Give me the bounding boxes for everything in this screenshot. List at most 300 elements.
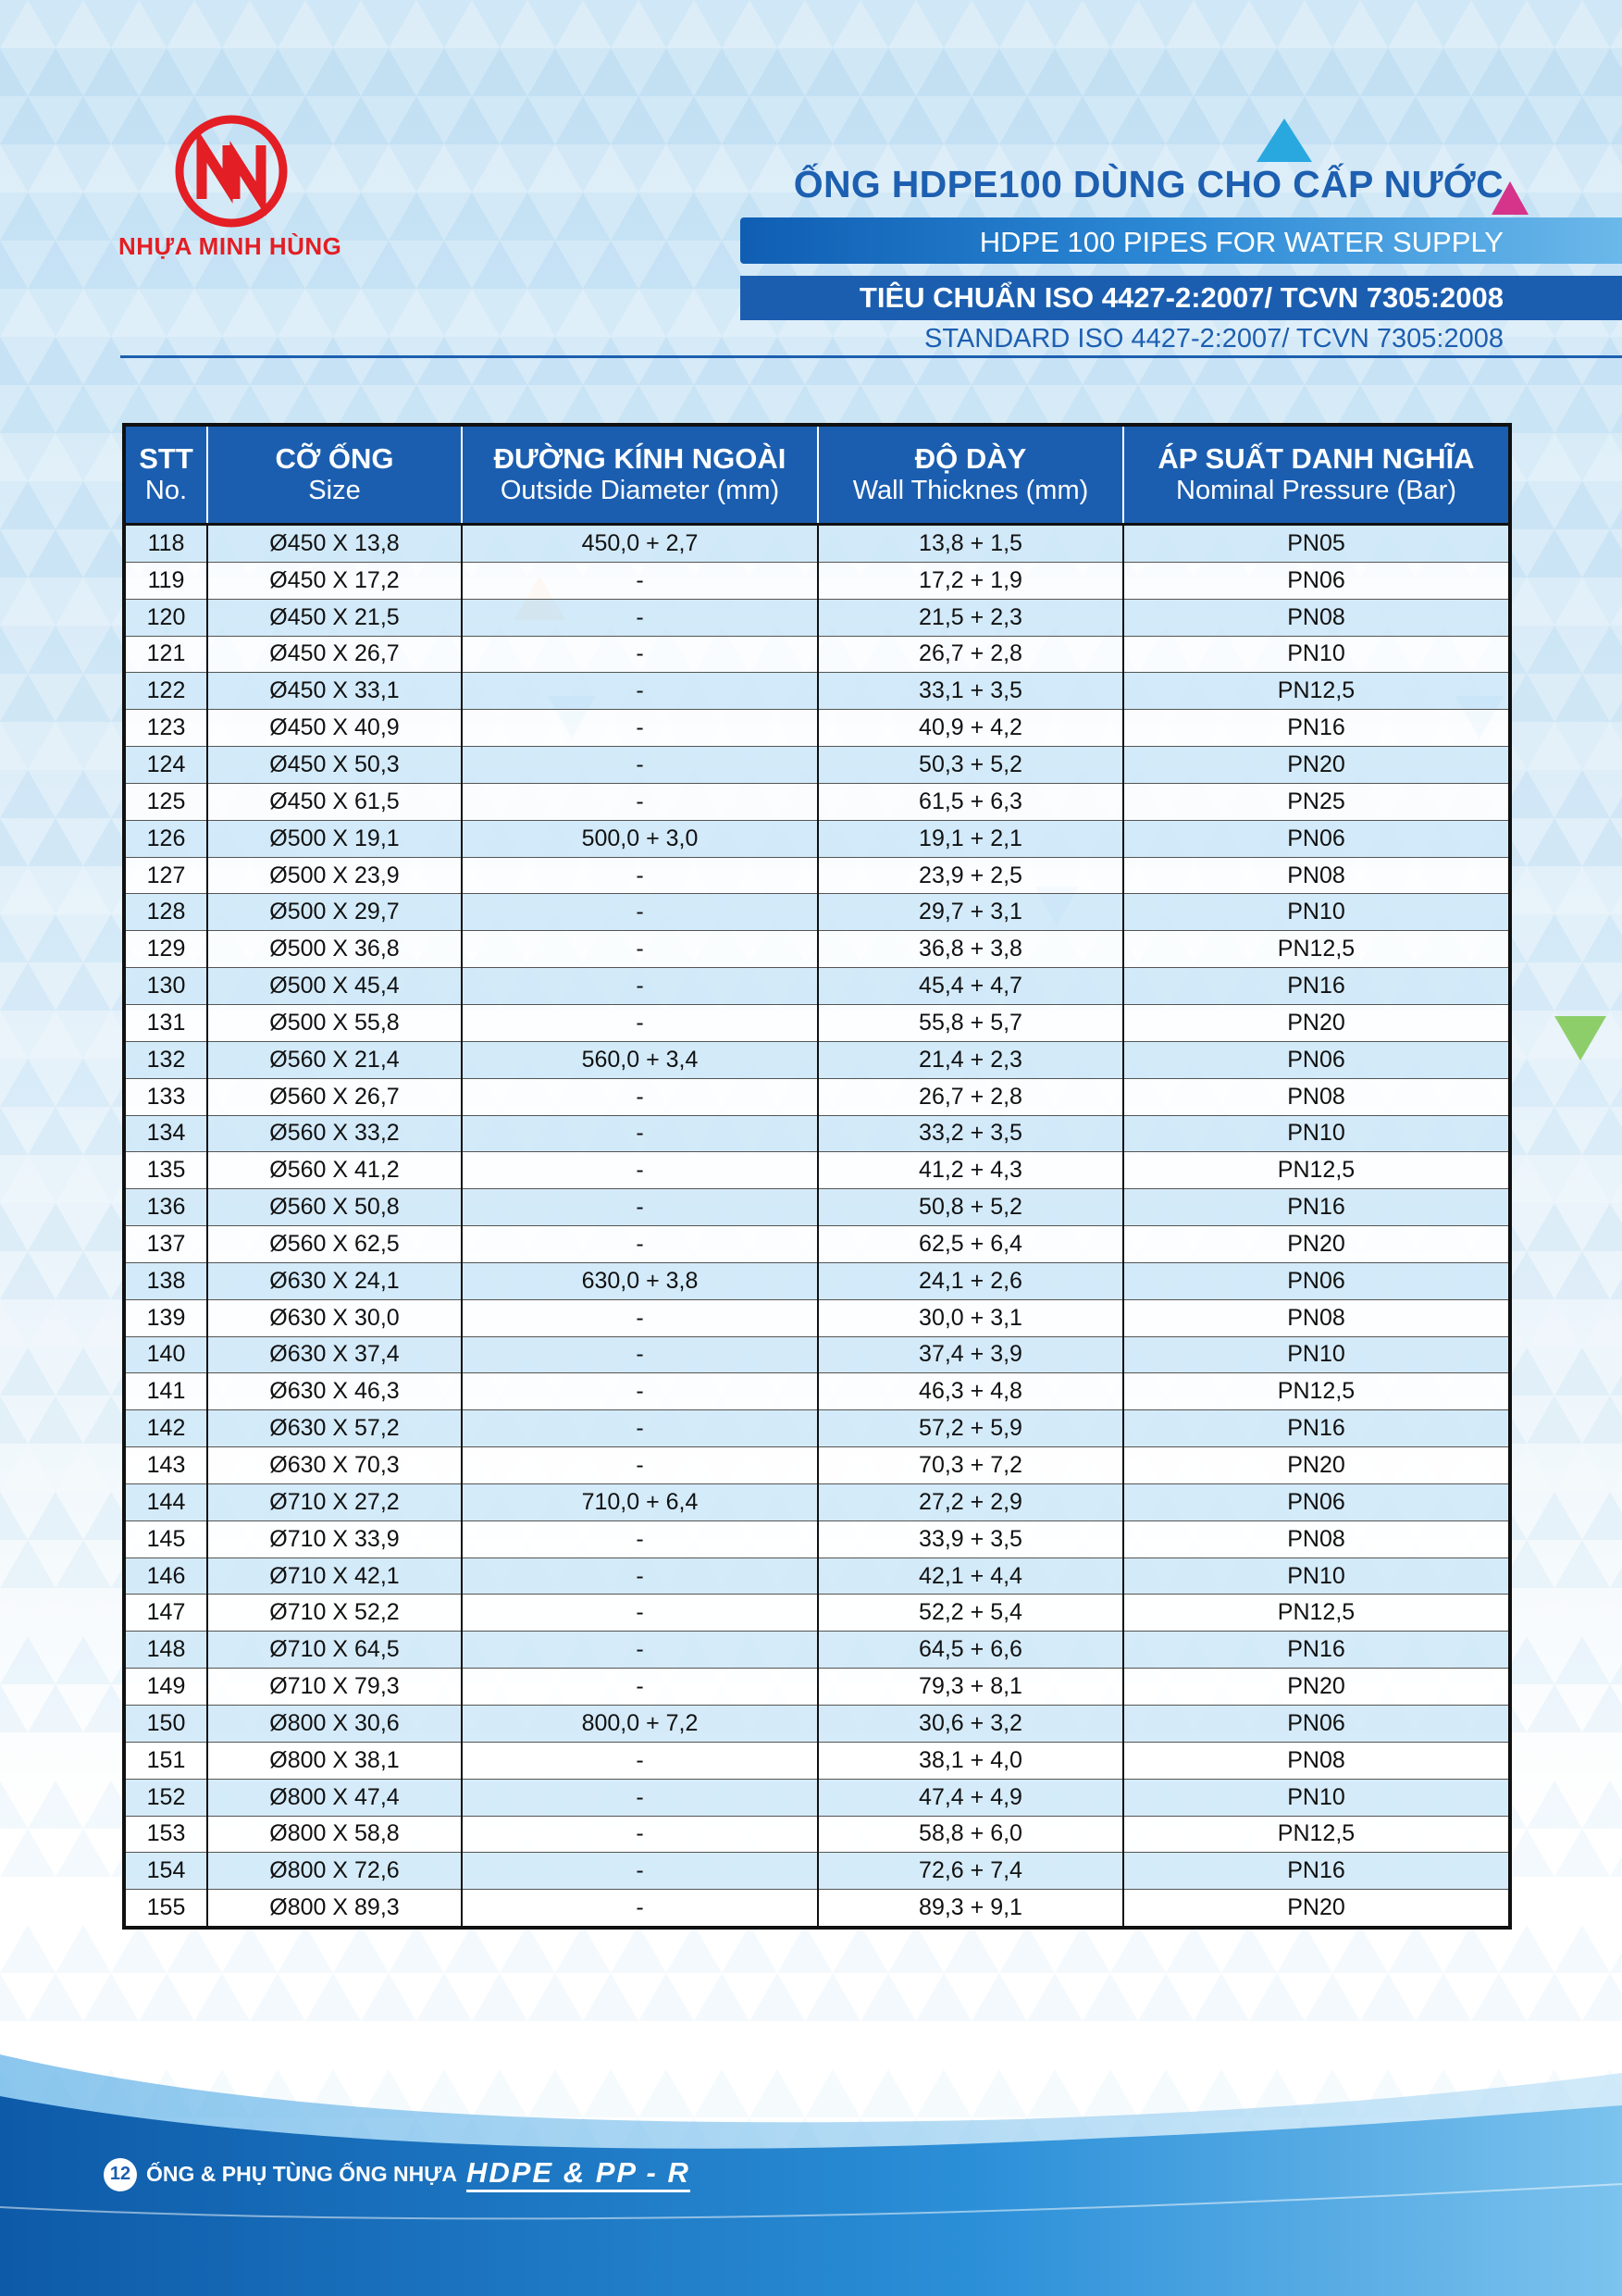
triangle-decoration <box>0 1396 28 1444</box>
cell-size: Ø710 X 42,1 <box>207 1558 462 1595</box>
triangle-decoration <box>1443 96 1499 144</box>
cell-wall-thickness: 45,4 + 4,7 <box>818 968 1123 1005</box>
triangle-decoration <box>305 48 361 96</box>
cell-nominal-pressure: PN16 <box>1123 968 1510 1005</box>
cell-no: 122 <box>124 673 207 710</box>
triangle-decoration <box>139 48 194 96</box>
triangle-decoration <box>694 1973 749 2021</box>
cell-outside-diameter: - <box>462 1226 818 1263</box>
cell-nominal-pressure: PN16 <box>1123 1410 1510 1447</box>
triangle-decoration <box>1166 1925 1221 1973</box>
triangle-decoration <box>28 818 83 866</box>
triangle-decoration <box>0 818 28 866</box>
cell-outside-diameter: 710,0 + 6,4 <box>462 1483 818 1520</box>
triangle-decoration <box>0 192 56 241</box>
triangle-decoration <box>0 770 56 818</box>
triangle-decoration <box>28 722 83 770</box>
triangle-decoration <box>28 1107 83 1155</box>
triangle-decoration <box>1610 0 1622 48</box>
triangle-decoration <box>0 1829 56 1877</box>
cell-outside-diameter: - <box>462 1410 818 1447</box>
triangle-decoration <box>1443 1925 1499 1973</box>
cell-no: 129 <box>124 931 207 968</box>
cell-size: Ø500 X 23,9 <box>207 857 462 894</box>
triangle-decoration <box>222 1925 278 1973</box>
triangle-decoration <box>861 48 916 96</box>
cell-nominal-pressure: PN16 <box>1123 1853 1510 1890</box>
triangle-decoration <box>56 770 111 818</box>
triangle-decoration <box>888 0 944 48</box>
cell-no: 138 <box>124 1262 207 1299</box>
triangle-decoration <box>0 48 28 96</box>
triangle-decoration <box>666 0 722 48</box>
cell-size: Ø500 X 45,4 <box>207 968 462 1005</box>
cell-outside-diameter: - <box>462 1742 818 1779</box>
triangle-decoration <box>194 1973 250 2021</box>
triangle-decoration <box>1610 1155 1622 1203</box>
triangle-decoration <box>0 1251 56 1299</box>
triangle-decoration <box>28 529 83 577</box>
cell-outside-diameter: - <box>462 1152 818 1189</box>
triangle-decoration <box>805 48 861 96</box>
triangle-decoration <box>1055 0 1110 48</box>
triangle-decoration <box>0 289 56 337</box>
cell-no: 152 <box>124 1779 207 1816</box>
triangle-decoration <box>0 481 56 529</box>
cell-no: 143 <box>124 1447 207 1484</box>
triangle-decoration <box>389 96 444 144</box>
table-row <box>124 1262 1510 1299</box>
triangle-decoration <box>833 0 888 48</box>
triangle-decoration <box>555 0 611 48</box>
table-row <box>124 1890 1510 1928</box>
cell-outside-diameter: - <box>462 1890 818 1928</box>
triangle-decoration <box>250 48 305 96</box>
triangle-decoration <box>527 144 583 192</box>
triangle-decoration <box>638 337 694 385</box>
triangle-decoration <box>0 529 28 577</box>
triangle-decoration <box>861 1973 916 2021</box>
cell-wall-thickness: 64,5 + 6,6 <box>818 1632 1123 1669</box>
table-row <box>124 1520 1510 1558</box>
cell-size: Ø800 X 30,6 <box>207 1706 462 1743</box>
triangle-decoration <box>1388 0 1443 48</box>
cell-no: 153 <box>124 1816 207 1853</box>
footer-text: ỐNG & PHỤ TÙNG ỐNG NHỰA <box>146 2162 457 2186</box>
cell-wall-thickness: 29,7 + 3,1 <box>818 894 1123 931</box>
cell-size: Ø450 X 21,5 <box>207 599 462 636</box>
cell-wall-thickness: 26,7 + 2,8 <box>818 636 1123 673</box>
triangle-decoration <box>444 192 500 241</box>
cell-size: Ø630 X 46,3 <box>207 1373 462 1410</box>
cell-no: 136 <box>124 1189 207 1226</box>
triangle-decoration <box>83 48 139 96</box>
cell-wall-thickness: 19,1 + 2,1 <box>818 820 1123 857</box>
cell-wall-thickness: 17,2 + 1,9 <box>818 562 1123 599</box>
cell-wall-thickness: 52,2 + 5,4 <box>818 1595 1123 1632</box>
cell-nominal-pressure: PN20 <box>1123 1004 1510 1041</box>
triangle-decoration <box>28 626 83 674</box>
triangle-decoration <box>0 0 56 48</box>
triangle-decoration <box>250 1973 305 2021</box>
triangle-decoration <box>56 96 111 144</box>
cell-wall-thickness: 70,3 + 7,2 <box>818 1447 1123 1484</box>
triangle-decoration <box>0 1155 56 1203</box>
cell-outside-diameter: - <box>462 894 818 931</box>
cell-nominal-pressure: PN20 <box>1123 1447 1510 1484</box>
triangle-decoration <box>1554 1347 1610 1396</box>
triangle-decoration <box>583 144 638 192</box>
table-row <box>124 1853 1510 1890</box>
cell-nominal-pressure: PN20 <box>1123 1226 1510 1263</box>
triangle-decoration <box>1610 962 1622 1011</box>
cell-nominal-pressure: PN08 <box>1123 857 1510 894</box>
triangle-decoration <box>1554 1829 1610 1877</box>
triangle-decoration <box>0 96 56 144</box>
cell-nominal-pressure: PN05 <box>1123 525 1510 563</box>
triangle-decoration <box>1554 577 1610 626</box>
triangle-decoration <box>361 1973 416 2021</box>
triangle-decoration <box>194 48 250 96</box>
triangle-decoration <box>0 577 56 626</box>
triangle-decoration <box>1527 1973 1582 2021</box>
triangle-decoration <box>1332 1925 1388 1973</box>
triangle-decoration <box>0 914 28 962</box>
cell-size: Ø500 X 29,7 <box>207 894 462 931</box>
triangle-decoration <box>0 1203 28 1251</box>
triangle-decoration <box>28 914 83 962</box>
triangle-decoration <box>749 337 805 385</box>
standard-en: STANDARD ISO 4427-2:2007/ TCVN 7305:2008 <box>924 324 1504 354</box>
header-size: CỠ ỐNG Size <box>207 425 462 525</box>
triangle-decoration <box>278 0 333 48</box>
triangle-decoration <box>1499 96 1554 144</box>
triangle-decoration <box>777 1925 833 1973</box>
cell-outside-diameter: - <box>462 1336 818 1373</box>
triangle-decoration <box>0 241 28 289</box>
triangle-decoration <box>56 1059 111 1107</box>
triangle-decoration <box>0 1059 56 1107</box>
triangle-decoration <box>999 1925 1055 1973</box>
triangle-decoration <box>1471 1973 1527 2021</box>
cell-wall-thickness: 55,8 + 5,7 <box>818 1004 1123 1041</box>
cell-size: Ø500 X 19,1 <box>207 820 462 857</box>
table-row <box>124 562 1510 599</box>
triangle-decoration <box>666 96 722 144</box>
cell-no: 150 <box>124 1706 207 1743</box>
triangle-decoration <box>1610 1251 1622 1299</box>
triangle-decoration <box>1582 1781 1622 1829</box>
triangle-decoration <box>1582 1684 1622 1732</box>
cell-no: 155 <box>124 1890 207 1928</box>
triangle-decoration <box>1554 0 1610 48</box>
triangle-decoration <box>472 241 527 289</box>
triangle-decoration <box>888 96 944 144</box>
triangle-decoration <box>1527 1107 1582 1155</box>
triangle-decoration <box>1332 0 1388 48</box>
cell-no: 151 <box>124 1742 207 1779</box>
table-row <box>124 1004 1510 1041</box>
triangle-decoration <box>1194 48 1249 96</box>
cell-wall-thickness: 79,3 + 8,1 <box>818 1669 1123 1706</box>
triangle-decoration <box>972 48 1027 96</box>
triangle-decoration <box>611 96 666 144</box>
triangle-decoration <box>1582 626 1622 674</box>
triangle-decoration <box>1610 674 1622 722</box>
cell-nominal-pressure: PN08 <box>1123 1742 1510 1779</box>
cell-no: 137 <box>124 1226 207 1263</box>
cell-outside-diameter: 630,0 + 3,8 <box>462 1262 818 1299</box>
triangle-decoration <box>1527 818 1582 866</box>
cell-wall-thickness: 50,3 + 5,2 <box>818 747 1123 784</box>
cell-wall-thickness: 58,8 + 6,0 <box>818 1816 1123 1853</box>
triangle-decoration <box>1554 481 1610 529</box>
table-row <box>124 1669 1510 1706</box>
cell-size: Ø450 X 13,8 <box>207 525 462 563</box>
table-row <box>124 747 1510 784</box>
triangle-decoration <box>1527 626 1582 674</box>
triangle-decoration <box>333 289 389 337</box>
triangle-decoration <box>1554 1925 1610 1973</box>
table-row <box>124 1041 1510 1078</box>
triangle-decoration <box>694 48 749 96</box>
cell-outside-diameter: - <box>462 1299 818 1336</box>
triangle-decoration <box>56 1732 111 1781</box>
triangle-decoration <box>28 1973 83 2021</box>
triangle-decoration <box>444 0 500 48</box>
triangle-decoration <box>444 289 500 337</box>
triangle-decoration <box>1527 914 1582 962</box>
table-row <box>124 1115 1510 1152</box>
triangle-decoration <box>1582 1299 1622 1347</box>
cell-size: Ø630 X 57,2 <box>207 1410 462 1447</box>
triangle-decoration <box>111 289 167 337</box>
triangle-decoration <box>0 1540 56 1588</box>
cell-outside-diameter: 560,0 + 3,4 <box>462 1041 818 1078</box>
triangle-decoration <box>583 1973 638 2021</box>
cell-nominal-pressure: PN06 <box>1123 562 1510 599</box>
triangle-decoration <box>56 962 111 1011</box>
triangle-decoration <box>1554 1636 1610 1684</box>
triangle-decoration <box>944 0 999 48</box>
triangle-decoration <box>611 289 666 337</box>
triangle-decoration <box>56 481 111 529</box>
cell-nominal-pressure: PN12,5 <box>1123 1816 1510 1853</box>
triangle-decoration <box>333 1925 389 1973</box>
cell-size: Ø630 X 30,0 <box>207 1299 462 1336</box>
cell-outside-diameter: - <box>462 636 818 673</box>
triangle-decoration <box>472 144 527 192</box>
cell-no: 147 <box>124 1595 207 1632</box>
triangle-decoration <box>1582 722 1622 770</box>
table-row <box>124 857 1510 894</box>
triangle-decoration <box>1582 337 1622 385</box>
cell-nominal-pressure: PN20 <box>1123 1669 1510 1706</box>
triangle-decoration <box>472 1973 527 2021</box>
cell-wall-thickness: 21,4 + 2,3 <box>818 1041 1123 1078</box>
triangle-decoration <box>305 1973 361 2021</box>
cell-outside-diameter: - <box>462 857 818 894</box>
cell-size: Ø560 X 50,8 <box>207 1189 462 1226</box>
cell-no: 134 <box>124 1115 207 1152</box>
triangle-decoration <box>56 1347 111 1396</box>
triangle-decoration <box>722 0 777 48</box>
table-row <box>124 1299 1510 1336</box>
triangle-decoration <box>139 337 194 385</box>
triangle-decoration <box>555 1925 611 1973</box>
triangle-decoration <box>0 1299 28 1347</box>
cell-outside-diameter: - <box>462 1004 818 1041</box>
triangle-decoration <box>944 1925 999 1973</box>
cell-outside-diameter: - <box>462 673 818 710</box>
cell-no: 121 <box>124 636 207 673</box>
triangle-decoration <box>1554 1444 1610 1492</box>
triangle-decoration <box>1610 96 1622 144</box>
footer-brand: HDPE & PP - R <box>466 2156 690 2192</box>
header-nominal-pressure: ÁP SUẤT DANH NGHĨA Nominal Pressure (Bar) <box>1123 425 1510 525</box>
cell-size: Ø710 X 52,2 <box>207 1595 462 1632</box>
triangle-decoration <box>1610 770 1622 818</box>
triangle-decoration <box>1582 1107 1622 1155</box>
triangle-decoration <box>1166 96 1221 144</box>
cell-size: Ø800 X 89,3 <box>207 1890 462 1928</box>
triangle-decoration <box>444 1925 500 1973</box>
triangle-decoration <box>28 144 83 192</box>
cell-wall-thickness: 26,7 + 2,8 <box>818 1078 1123 1115</box>
triangle-decoration <box>0 144 28 192</box>
cell-size: Ø500 X 55,8 <box>207 1004 462 1041</box>
cell-no: 123 <box>124 710 207 747</box>
triangle-decoration <box>833 96 888 144</box>
cell-no: 128 <box>124 894 207 931</box>
triangle-decoration <box>1443 0 1499 48</box>
cell-no: 141 <box>124 1373 207 1410</box>
triangle-decoration <box>555 289 611 337</box>
triangle-decoration <box>555 96 611 144</box>
triangle-decoration <box>56 577 111 626</box>
cell-size: Ø450 X 50,3 <box>207 747 462 784</box>
table-row <box>124 525 1510 563</box>
cell-size: Ø800 X 72,6 <box>207 1853 462 1890</box>
triangle-decoration <box>611 192 666 241</box>
triangle-decoration <box>222 0 278 48</box>
triangle-decoration <box>167 1925 222 1973</box>
triangle-decoration <box>56 1251 111 1299</box>
triangle-decoration <box>1582 818 1622 866</box>
triangle-decoration <box>1110 1925 1166 1973</box>
triangle-decoration <box>361 48 416 96</box>
cell-no: 130 <box>124 968 207 1005</box>
cell-no: 144 <box>124 1483 207 1520</box>
triangle-decoration <box>638 48 694 96</box>
triangle-decoration <box>1610 1732 1622 1781</box>
triangle-decoration <box>527 337 583 385</box>
triangle-decoration <box>1249 48 1305 96</box>
triangle-decoration <box>583 337 638 385</box>
triangle-decoration <box>56 192 111 241</box>
triangle-decoration <box>1360 48 1416 96</box>
cell-nominal-pressure: PN08 <box>1123 1078 1510 1115</box>
triangle-decoration <box>1221 96 1277 144</box>
cell-wall-thickness: 30,6 + 3,2 <box>818 1706 1123 1743</box>
triangle-decoration <box>0 337 28 385</box>
triangle-decoration <box>1110 96 1166 144</box>
triangle-decoration <box>500 0 555 48</box>
cell-size: Ø560 X 21,4 <box>207 1041 462 1078</box>
table-row <box>124 1447 1510 1484</box>
cell-nominal-pressure: PN12,5 <box>1123 1152 1510 1189</box>
cell-outside-diameter: - <box>462 562 818 599</box>
triangle-decoration <box>1610 1829 1622 1877</box>
cell-size: Ø800 X 58,8 <box>207 1816 462 1853</box>
triangle-decoration <box>56 1829 111 1877</box>
triangle-decoration <box>0 1973 28 2021</box>
triangle-decoration <box>361 337 416 385</box>
triangle-decoration <box>56 866 111 914</box>
table-row <box>124 673 1510 710</box>
triangle-decoration <box>28 241 83 289</box>
cell-wall-thickness: 47,4 + 4,9 <box>818 1779 1123 1816</box>
triangle-decoration <box>666 1925 722 1973</box>
triangle-decoration <box>0 1347 56 1396</box>
triangle-decoration <box>833 1925 888 1973</box>
cell-no: 125 <box>124 783 207 820</box>
triangle-decoration <box>638 241 694 289</box>
triangle-decoration <box>1527 337 1582 385</box>
triangle-decoration <box>527 241 583 289</box>
triangle-decoration <box>0 1011 28 1059</box>
triangle-decoration <box>999 0 1055 48</box>
cell-size: Ø560 X 41,2 <box>207 1152 462 1189</box>
cell-wall-thickness: 13,8 + 1,5 <box>818 525 1123 563</box>
cell-no: 124 <box>124 747 207 784</box>
triangle-decoration <box>1554 962 1610 1011</box>
cell-size: Ø710 X 27,2 <box>207 1483 462 1520</box>
triangle-decoration <box>1138 48 1194 96</box>
triangle-decoration <box>361 144 416 192</box>
triangle-decoration <box>0 962 56 1011</box>
triangle-decoration <box>1610 1347 1622 1396</box>
triangle-decoration <box>999 96 1055 144</box>
triangle-decoration <box>389 1925 444 1973</box>
triangle-decoration <box>0 1492 28 1540</box>
triangle-decoration <box>0 385 56 433</box>
triangle-decoration <box>1527 1877 1582 1925</box>
triangle-decoration <box>1527 1492 1582 1540</box>
cell-no: 132 <box>124 1041 207 1078</box>
triangle-decoration <box>28 48 83 96</box>
cell-size: Ø450 X 26,7 <box>207 636 462 673</box>
cell-size: Ø450 X 61,5 <box>207 783 462 820</box>
cell-wall-thickness: 37,4 + 3,9 <box>818 1336 1123 1373</box>
triangle-decoration <box>1582 1492 1622 1540</box>
triangle-decoration <box>1582 1588 1622 1636</box>
triangle-decoration <box>500 192 555 241</box>
cell-outside-diameter: - <box>462 1669 818 1706</box>
triangle-decoration <box>500 96 555 144</box>
triangle-decoration <box>0 1636 56 1684</box>
cell-wall-thickness: 42,1 + 4,4 <box>818 1558 1123 1595</box>
triangle-decoration <box>28 1684 83 1732</box>
triangle-decoration <box>0 1925 56 1973</box>
triangle-decoration <box>1554 1059 1610 1107</box>
cell-nominal-pressure: PN20 <box>1123 747 1510 784</box>
triangle-decoration <box>56 385 111 433</box>
cell-size: Ø630 X 24,1 <box>207 1262 462 1299</box>
triangle-decoration <box>56 1540 111 1588</box>
triangle-decoration <box>416 241 472 289</box>
header-divider <box>120 355 1622 358</box>
